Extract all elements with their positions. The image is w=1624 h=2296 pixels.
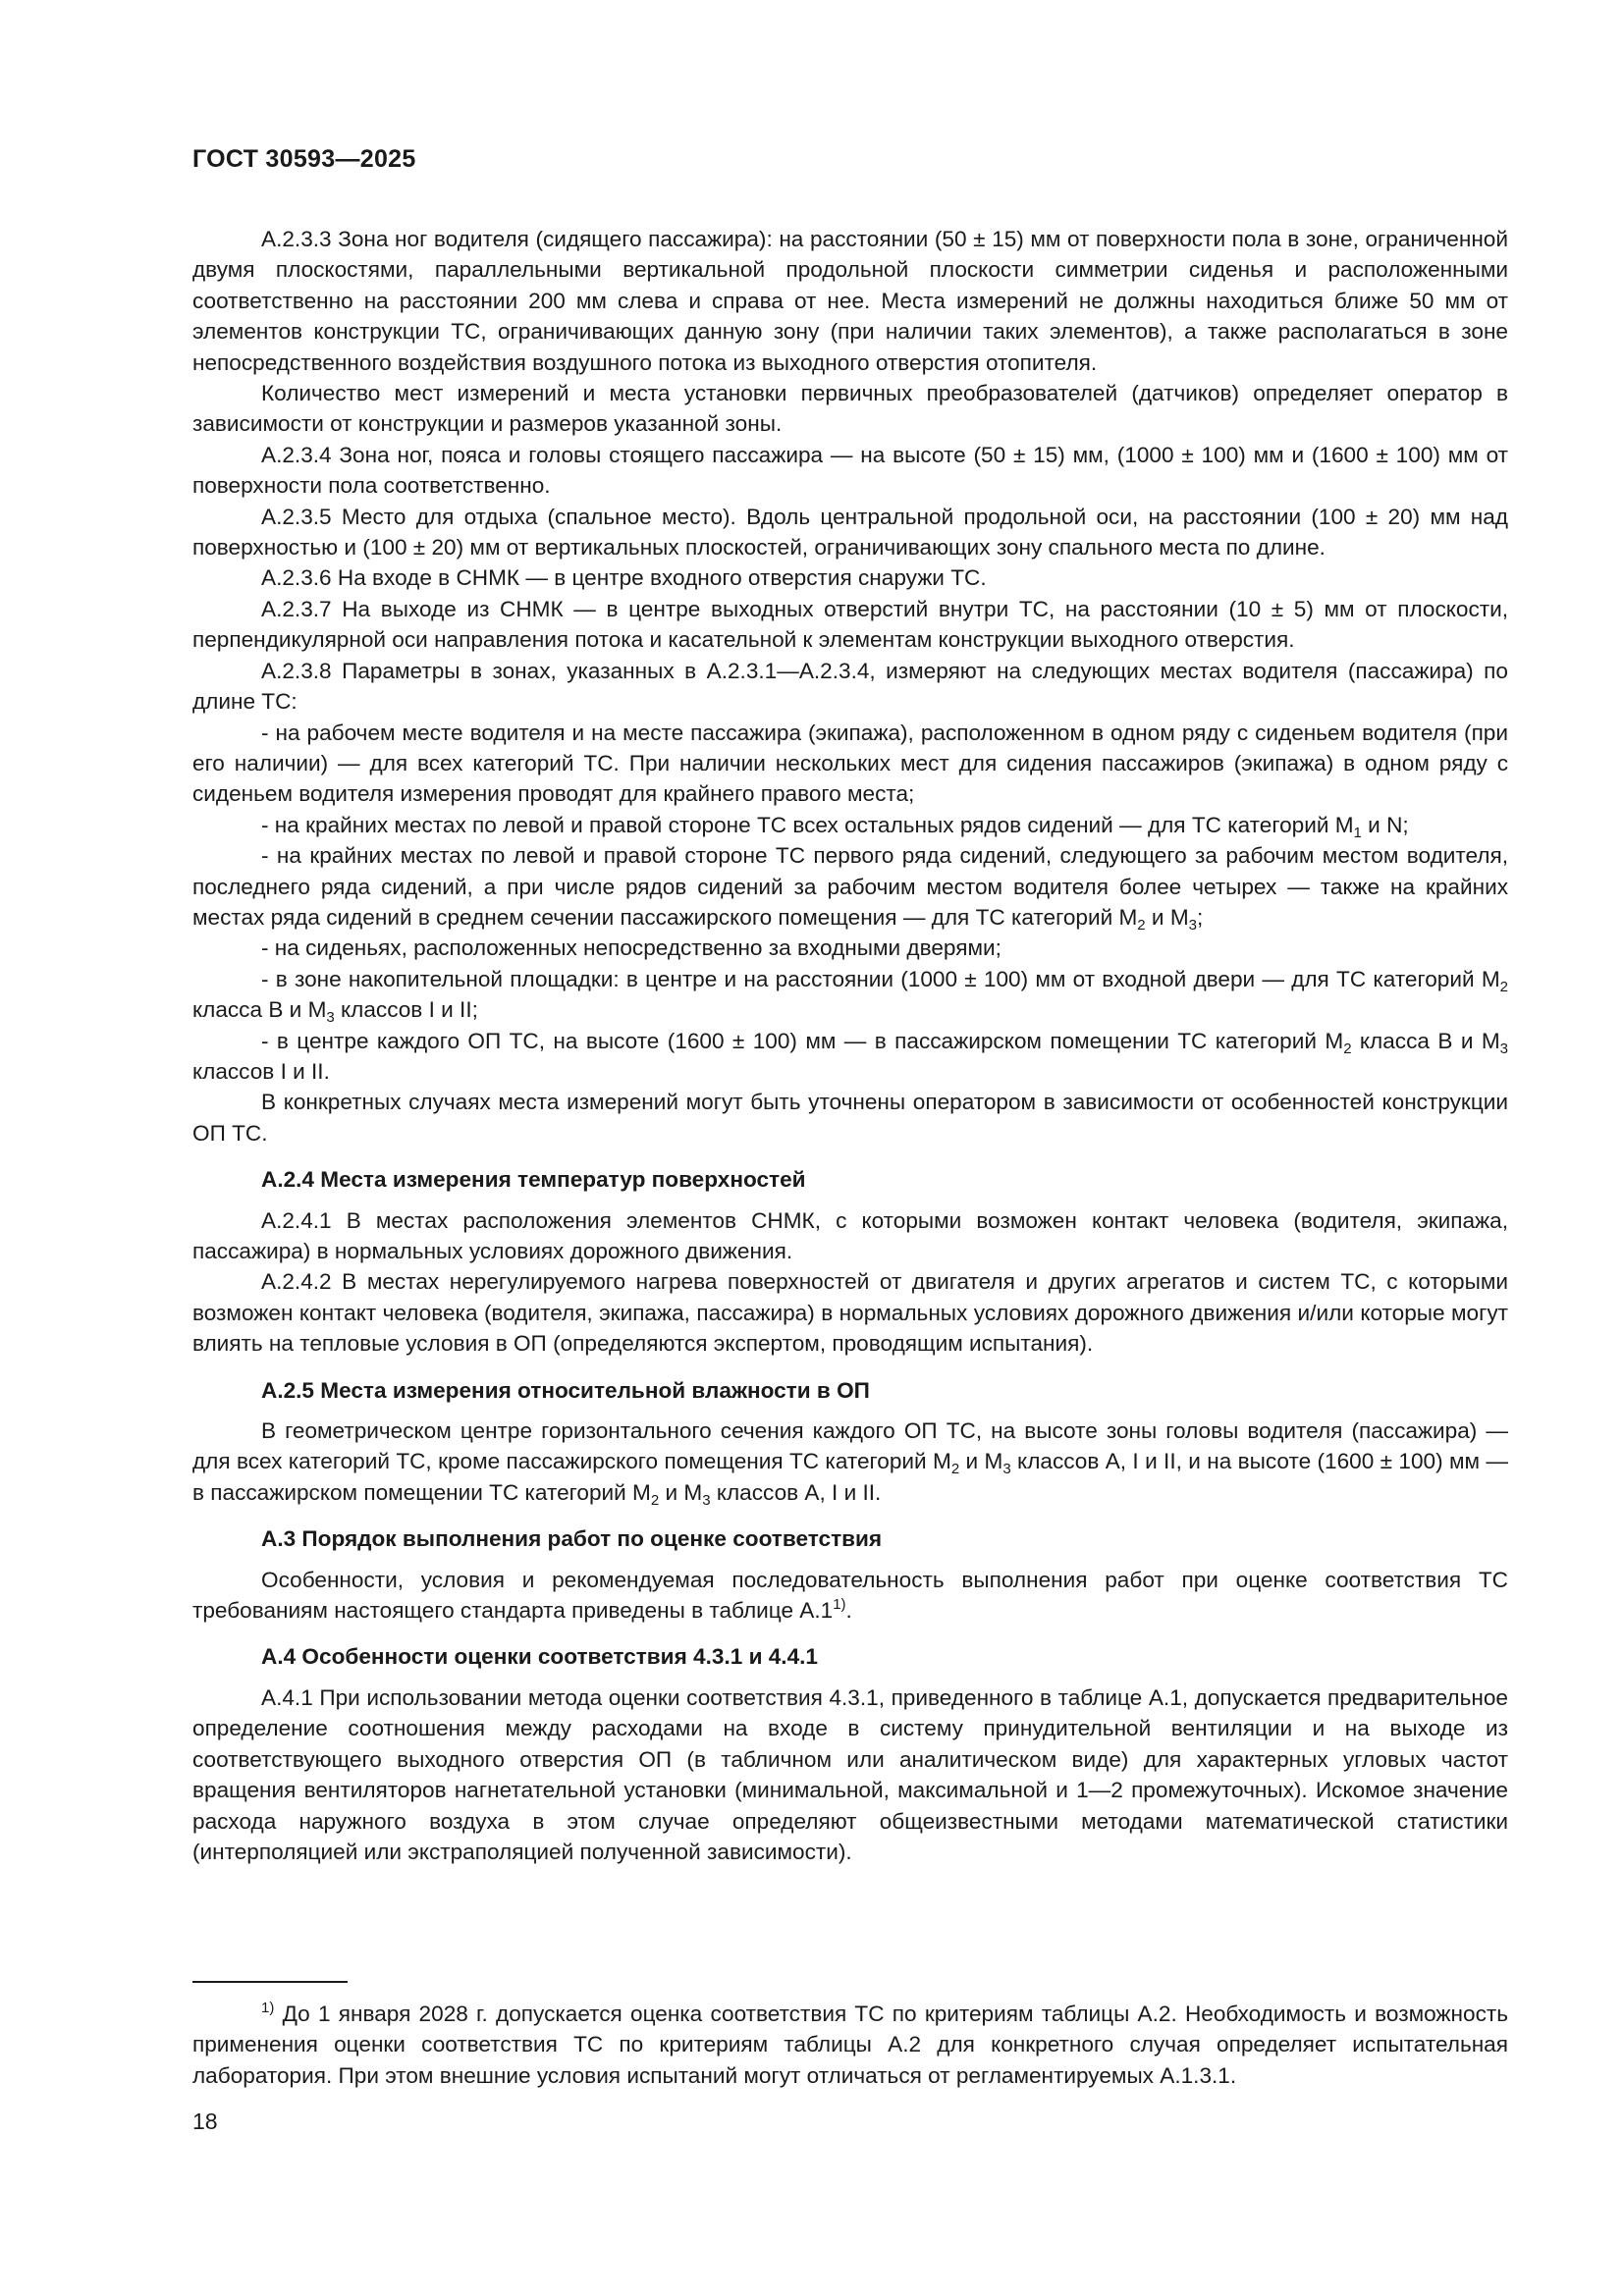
paragraph: Особенности, условия и рекомендуемая последовательность выполнения работ при оценке соответствия ТС требованиям настоящего стандарта приведены в таблице А.1$^{1)}$. <box>192 1567 1508 1624</box>
paragraph: А.2.3.4 Зона ног, пояса и головы стоящего пассажира — на высоте (50 ± 15) мм, (1000 ± 100) мм и (1600 ± 100) мм от поверхности пола соответственно. <box>192 442 1508 499</box>
list-item: - в зоне накопительной площадки: в центре и на расстоянии (1000 ± 100) мм от входной двери — для ТС категорий $М_2$ класса В и $М_3$ классов I и II; <box>192 966 1508 1027</box>
list-item: - на крайних местах по левой и правой стороне ТС всех остальных рядов сидений — для ТС категорий $М_1$ и N; <box>261 812 1409 841</box>
paragraph: А.4.1 При использовании метода оценки соответствия 4.3.1, приведенного в таблице А.1, допускается предварительное определение соотношения между расходами на входе в систему принудительной вентиляции и на выходе из соответствующего выходного отверстия ОП (в табличном или аналитическом виде) для характерных угловых частот вращения вентиляторов нагнетательной установки (минимальной, максимальной и 1—2 промежуточных). Искомое значение расхода наружного воздуха в этом случае определяют общеизвестными методами математической статистики (интерполяцией или экстраполяцией полученной зависимости). <box>192 1684 1508 1864</box>
paragraph: А.2.3.8 Параметры в зонах, указанных в А.2.3.1—А.2.3.4, измеряют на следующих местах водителя (пассажира) по длине ТС: <box>192 658 1508 715</box>
list-item: - на рабочем месте водителя и на месте пассажира (экипажа), расположенном в одном ряду с сиденьем водителя (при его наличии) — для всех категорий ТС. При наличии нескольких мест для сидения пассажиров (экипажа) в одном ряду с сиденьем водителя измерения проводят для крайнего правого места; <box>192 720 1508 807</box>
footnote-mark: 1) <box>261 2000 275 2016</box>
document-body <box>192 224 1508 1867</box>
paragraph: А.2.3.6 На входе в СНМК — в центре входного отверстия снаружи ТС. <box>261 565 987 591</box>
list-item: - в центре каждого ОП ТС, на высоте (1600 ± 100) мм — в пассажирском помещении ТС категорий $М_2$ класса В и $М_3$ классов I и II. <box>192 1028 1508 1084</box>
footnote-divider <box>192 1981 348 1983</box>
footnote-reference[interactable]: 1) <box>833 1596 846 1614</box>
paragraph: Количество мест измерений и места установки первичных преобразователей (датчиков) определяет оператор в зависимости от конструкции и размеров указанной зоны. <box>192 381 1508 437</box>
paragraph: В конкретных случаях места измерений могут быть уточнены оператором в зависимости от особенностей конструкции ОП ТС. <box>192 1090 1508 1146</box>
section-heading: А.3 Порядок выполнения работ по оценке соответствия <box>261 1526 883 1552</box>
paragraph: В геометрическом центре горизонтального сечения каждого ОП ТС, на высоте зоны головы водителя (пассажира) — для всех категорий ТС, кроме пассажирского помещения ТС категорий $М_2$ и $М_3$ классов А, I и II, и на высоте (1600 ± 100) мм — в пассажирском помещении ТС категорий $М_2$ и $М_3$ классов А, I и II. <box>192 1418 1508 1509</box>
paragraph: А.2.4.1 В местах расположения элементов СНМК, с которыми возможен контакт человека (водителя, экипажа, пассажира) в нормальных условиях дорожного движения. <box>192 1207 1508 1263</box>
section-heading: А.4 Особенности оценки соответствия 4.3.1 и 4.4.1 <box>261 1644 818 1670</box>
page-number: 18 <box>192 2109 218 2134</box>
list-item: - на сиденьях, расположенных непосредственно за входными дверями; <box>261 935 1001 961</box>
footnote: $^{1)}$ До 1 января 2028 г. допускается оценка соответствия ТС по критериям таблицы А.2. Необходимость и возможность применения оценки соответствия ТС по критериям таблицы А.2 для конкретного случая определяет испытательная лаборатория. При этом внешние условия испытаний могут отличаться от регламентируемых А.1.3.1. <box>192 2000 1508 2088</box>
section-heading: А.2.5 Места измерения относительной влажности в ОП <box>261 1377 870 1403</box>
section-heading: А.2.4 Места измерения температур поверхностей <box>261 1167 806 1193</box>
paragraph: А.2.3.5 Место для отдыха (спальное место). Вдоль центральной продольной оси, на расстоянии (100 ± 20) мм над поверхностью и (100 ± 20) мм от вертикальных плоскостей, ограничивающих зону спального места по длине. <box>192 504 1508 561</box>
list-item: - на крайних местах по левой и правой стороне ТС первого ряда сидений, следующего за рабочим местом водителя, последнего ряда сидений, а при числе рядов сидений за рабочим местом водителя более четырех — также на крайних местах ряда сидений в среднем сечении пассажирского помещения — для ТС категорий $М_2$ и $М_3$; <box>192 843 1508 934</box>
paragraph: А.2.4.2 В местах нерегулируемого нагрева поверхностей от двигателя и других агрегатов и систем ТС, с которыми возможен контакт человека (водителя, экипажа, пассажира) в нормальных условиях дорожного движения и/или которые могут влиять на тепловые условия в ОП (определяются экспертом, проводящим испытания). <box>192 1269 1508 1357</box>
document-header: ГОСТ 30593—2025 <box>192 145 416 173</box>
paragraph: А.2.3.7 На выходе из СНМК — в центре выходных отверстий внутри ТС, на расстоянии (10 ± 5) мм от плоскости, перпендикулярной оси направления потока и касательной к элементам конструкции выходного отверстия. <box>192 596 1508 653</box>
paragraph: А.2.3.3 Зона ног водителя (сидящего пассажира): на расстоянии (50 ± 15) мм от поверхности пола в зоне, ограниченной двумя плоскостями, параллельными вертикальной продольной плоскости симметрии сиденья и расположенными соответственно на расстоянии 200 мм слева и справа от нее. Места измерений не должны находиться ближе 50 мм от элементов конструкции ТС, ограничивающих данную зону (при наличии таких элементов), а также располагаться в зоне непосредственного воздействия воздушного потока из выходного отверстия отопителя. <box>192 227 1508 375</box>
